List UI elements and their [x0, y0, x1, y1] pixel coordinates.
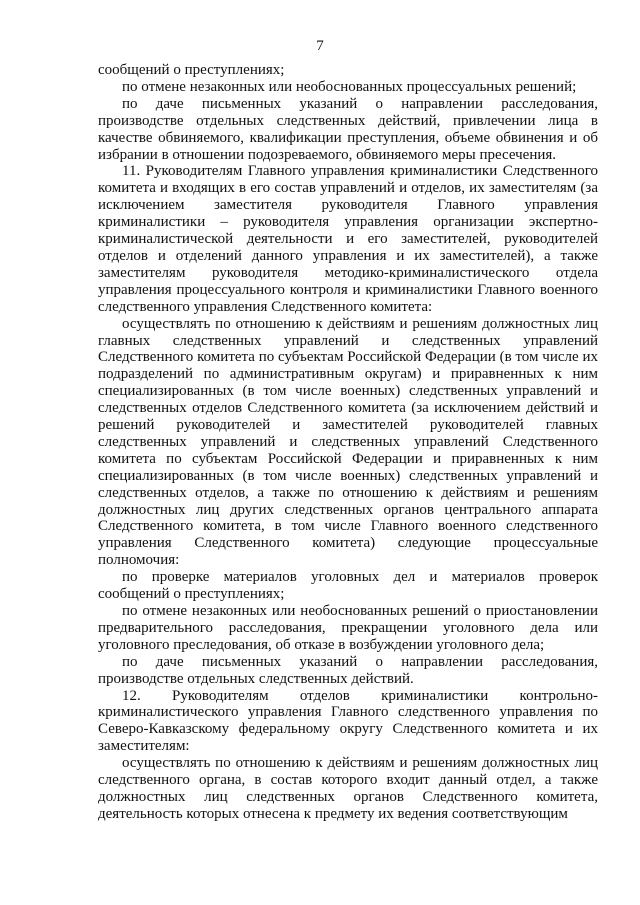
- paragraph: по даче письменных указаний о направлении расследования, производстве отдельных следственных действий, привлечении лица в качестве обвиняемого, квалификации преступления, объеме обвинения и об избрании в отношении подозреваемого, обвиняемого меры пресечения.: [98, 95, 598, 163]
- paragraph: осуществлять по отношению к действиям и решениям должностных лиц главных следственных управлений и следственных управлений Следственного комитета по субъектам Российской Федерации (в том числе их подразделений по административным округам) и приравненных к ним специализированных (в том числе военных) следственных управлений и следственных отделов Следственного комитета (за исключением действий и решений руководителей и заместителей руководителей главных следственных управлений и следственных управлений Следственного комитета по субъектам Российской Федерации и приравненных к ним специализированных (в том числе военных) следственных управлений и следственных отделов, а также по отношению к действиям и решениям должностных лиц других следственных органов центрального аппарата Следственного комитета, в том числе Главного военного следственного управления Следственного комитета) следующие процессуальные полномочия:: [98, 315, 598, 569]
- page-number: 7: [316, 38, 324, 54]
- paragraph: по проверке материалов уголовных дел и материалов проверок сообщений о преступлениях;: [98, 569, 598, 603]
- paragraph: по отмене незаконных или необоснованных решений о приостановлении предварительного расследования, прекращении уголовного дела или уголовного преследования, об отказе в возбуждении уголовного дела;: [98, 603, 598, 653]
- paragraph: сообщений о преступлениях;: [98, 62, 285, 78]
- paragraph: 12. Руководителям отделов криминалистики контрольно-криминалистического управления Главного следственного управления по Северо-Кавказскому федеральному округу Следственного комитета и их заместителям:: [98, 687, 598, 755]
- document-body: [98, 62, 598, 823]
- paragraph: по отмене незаконных или необоснованных процессуальных решений;: [122, 78, 577, 95]
- paragraph: осуществлять по отношению к действиям и решениям должностных лиц следственного органа, в состав которого входит данный отдел, а также должностных лиц следственных органов Следственного комитета, деятельность которых отнесена к предмету их ведения соответствующим: [98, 755, 598, 822]
- paragraph: 11. Руководителям Главного управления криминалистики Следственного комитета и входящих в его состав управлений и отделов, их заместителям (за исключением заместителя руководителя Главного управления криминалистики – руководителя управления организации экспертно-криминалистической деятельности и его заместителей, руководителей отделов и отделений данного управления и их заместителей), а также заместителям руководителя методико-криминалистического отдела управления процессуального контроля и криминалистики Главного военного следственного управления Следственного комитета:: [98, 163, 598, 315]
- paragraph: по даче письменных указаний о направлении расследования, производстве отдельных следственных действий.: [98, 653, 598, 687]
